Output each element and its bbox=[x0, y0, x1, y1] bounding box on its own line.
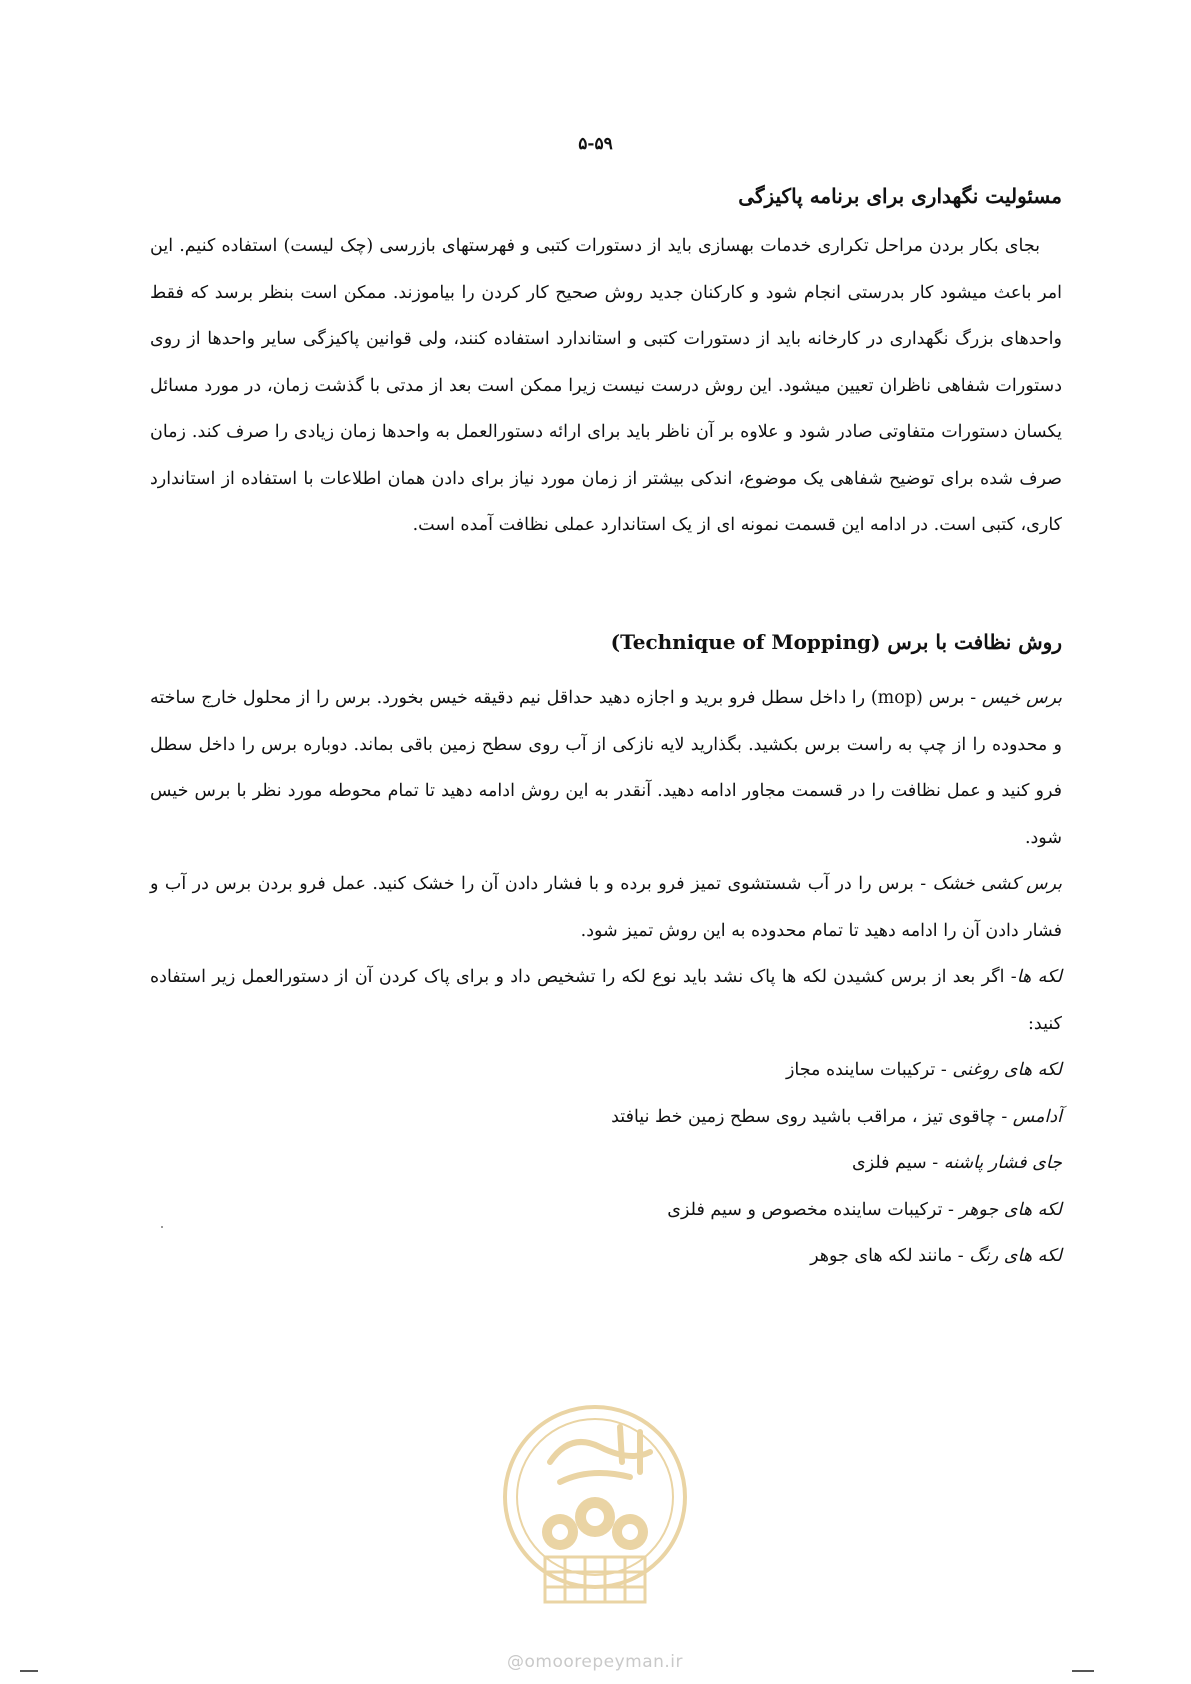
stain-term-heel: جای فشار پاشنه bbox=[943, 1153, 1062, 1173]
stain-term-gum: آدامس bbox=[1012, 1106, 1062, 1127]
stains-term: لکه ها bbox=[1016, 967, 1062, 987]
list-item bbox=[150, 1140, 1062, 1187]
dry-mop-term: برس کشی خشک bbox=[932, 874, 1062, 894]
section-title-mopping: روش نظافت با برس (Technique of Mopping) bbox=[610, 630, 1062, 654]
stain-text-gum: - چاقوی تیز ، مراقب باشید روی سطح زمین خط نیافتد bbox=[611, 1106, 1013, 1127]
dry-mop-text: - برس را در آب شستشوی تمیز فرو برده و با فشار دادن آن را خشک کنید. عمل فرو بردن برس در آب و فشار دادن آن را ادامه دهید تا تمام محدوده به این روش تمیز شود. bbox=[150, 874, 1062, 941]
stain-text-heel: - سیم فلزی bbox=[852, 1153, 944, 1173]
stain-text-ink: - ترکیبات ساینده مخصوص و سیم فلزی bbox=[667, 1199, 960, 1220]
wet-mop-paragraph bbox=[150, 675, 1062, 861]
scan-dot bbox=[161, 1226, 163, 1228]
stain-list bbox=[150, 1047, 1062, 1280]
list-item bbox=[150, 1187, 1062, 1234]
dry-mop-paragraph bbox=[150, 861, 1062, 954]
watermark-logo bbox=[490, 1392, 700, 1622]
stain-term-oil: لکه های روغنی bbox=[952, 1060, 1062, 1080]
stain-text-paint: - مانند لکه های جوهر bbox=[810, 1246, 970, 1266]
stains-paragraph bbox=[150, 954, 1062, 1047]
stain-term-paint: لکه های رنگ bbox=[969, 1246, 1062, 1266]
list-item bbox=[150, 1047, 1062, 1094]
section-mopping bbox=[150, 627, 1062, 1280]
stains-text: - اگر بعد از برس کشیدن لکه ها پاک نشد باید نوع لکه را تشخیص داد و برای پاک کردن آن از دستورالعمل زیر استفاده کنید: bbox=[150, 967, 1062, 1034]
page-number: ۵-۵۹ bbox=[578, 134, 613, 154]
edge-mark-left bbox=[20, 1670, 38, 1672]
section-title-responsibility: مسئولیت نگهداری برای برنامه پاکیزگی bbox=[738, 184, 1062, 208]
edge-mark-right bbox=[1072, 1670, 1094, 1672]
stain-term-ink: لکه های جوهر bbox=[959, 1199, 1062, 1220]
wet-mop-text: - برس (mop) را داخل سطل فرو برید و اجازه دهید حداقل نیم دقیقه خیس بخورد. برس را از محلول خارج ساخته و محدوده را از چپ به راست برس بکشید. بگذارید لایه نازکی از آب روی سطح زمین باقی بماند. دوباره برس را داخل سطل فرو کنید و عمل نظافت را در قسمت مجاور ادامه دهید. آنقدر به این روش ادامه دهید تا تمام محوطه مورد نظر با برس خیس شود. bbox=[150, 688, 1062, 848]
list-item bbox=[150, 1094, 1062, 1141]
watermark-site: @omoorepeyman.ir bbox=[506, 1652, 684, 1672]
list-item bbox=[150, 1233, 1062, 1280]
wet-mop-term: برس خیس bbox=[981, 688, 1062, 708]
stain-text-oil: - ترکیبات ساینده مجاز bbox=[785, 1060, 953, 1080]
paragraph-responsibility: بجای بکار بردن مراحل تکراری خدمات بهسازی باید از دستورات کتبی و فهرستهای بازرسی (چک لیست) استفاده کنیم. این امر باعث میشود کار بدرستی انجام شود و کارکنان جدید روش صحیح کار کردن را بیاموزند. ممکن است بنظر برسد که فقط واحدهای بزرگ نگهداری در کارخانه باید از دستورات کتبی و استاندارد استفاده کنند، ولی قوانین پاکیزگی سایر واحدها از روی دستورات شفاهی ناظران تعیین میشود. این روش درست نیست زیرا ممکن است بعد از مدتی با گذشت زمان، در مورد مسائل یکسان دستورات متفاوتی صادر شود و علاوه بر آن ناظر باید برای ارائه دستورالعمل به واحدها زمان زیادی را صرف کند. زمان صرف شده برای توضیح شفاهی یک موضوع، اندکی بیشتر از زمان مورد نیاز برای دادن همان اطلاعات با استفاده از استاندارد کاری، کتبی است. در ادامه این قسمت نمونه ای از یک استاندارد عملی نظافت آمده است. bbox=[150, 236, 1062, 535]
section-responsibility bbox=[150, 181, 1062, 549]
